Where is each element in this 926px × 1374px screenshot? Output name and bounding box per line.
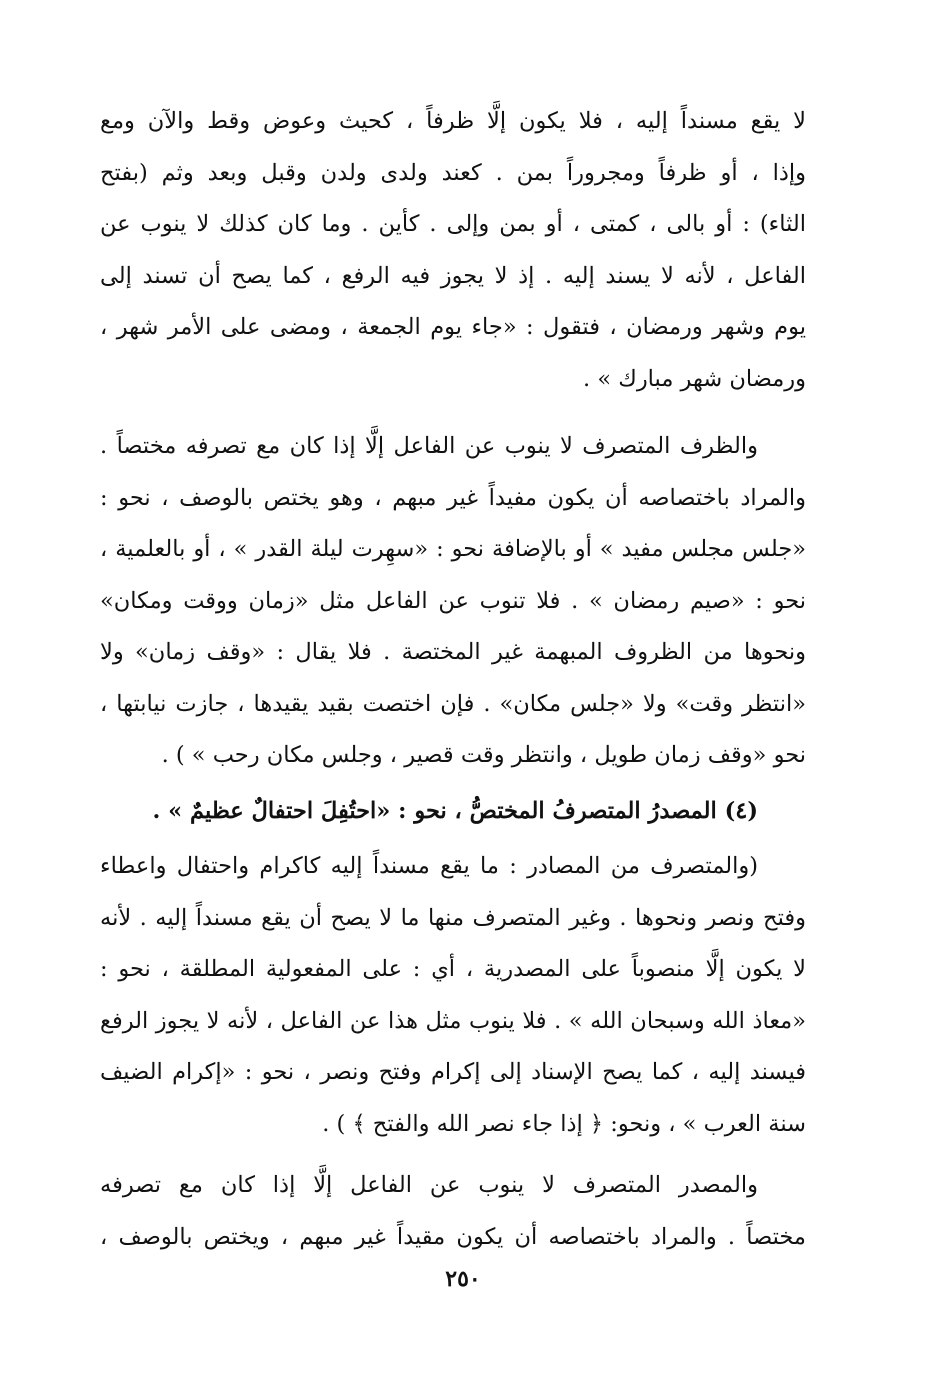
text-line: وفتح ونصر ونحوها . وغير المتصرف منها ما لا يصح أن يقع مسنداً إليه . لأنه xyxy=(100,904,806,931)
text-line: مختصاً . والمراد باختصاصه أن يكون مقيداً غير مبهم ، ويختص بالوصف ، xyxy=(100,1223,806,1250)
text-line: «معاذ الله وسبحان الله » . فلا ينوب مثل هذا عن الفاعل ، لأنه لا يجوز الرفع xyxy=(100,1007,806,1034)
text-line: والمصدر المتصرف لا ينوب عن الفاعل إلَّا إذا كان مع تصرفه xyxy=(100,1172,758,1198)
text-line: لا يقع مسنداً إليه ، فلا يكون إلَّا ظرفاً ، كحيث وعوض وقط والآن ومع xyxy=(100,108,806,134)
paragraph-3 xyxy=(100,841,806,1150)
paragraph-gap xyxy=(100,405,806,421)
text-line: لا يكون إلَّا منصوباً على المصدرية ، أي : على المفعولية المطلقة ، نحو : xyxy=(100,956,806,982)
text-line: (والمتصرف من المصادر : ما يقع مسنداً إليه كاكرام واحتفال واعطاء xyxy=(100,853,758,879)
text-line: سنة العرب » ، ونحو: ﴿ إذا جاء نصر الله والفتح ﴾ ) . xyxy=(322,1110,806,1137)
page-body xyxy=(100,96,806,1263)
section-heading xyxy=(100,786,806,838)
paragraph-1 xyxy=(100,96,806,405)
text-line: فيسند إليه ، كما يصح الإسناد إلى إكرام وفتح ونصر ، نحو : «إكرام الضيف xyxy=(100,1059,806,1085)
text-line: والظرف المتصرف لا ينوب عن الفاعل إلَّا إذا كان مع تصرفه مختصاً . xyxy=(100,433,758,459)
text-line: الثاء) : أو بالى ، كمتى ، أو بمن وإلى . كأين . وما كان كذلك لا ينوب عن xyxy=(100,211,806,237)
heading-line: (٤) المصدرُ المتصرفُ المختصُّ ، نحو : «احتُفِلَ احتفالٌ عظيمٌ » . xyxy=(152,797,758,824)
paragraph-4 xyxy=(100,1160,806,1263)
text-line: ونحوها من الظروف المبهمة غير المختصة . فلا يقال : «وقف زمان» ولا xyxy=(100,639,806,665)
text-line: والمراد باختصاصه أن يكون مفيداً غير مبهم ، وهو يختص بالوصف ، نحو : xyxy=(100,484,806,511)
text-line: «جلس مجلس مفيد » أو بالإضافة نحو : «سهِرت ليلة القدر » ، أو بالعلمية ، xyxy=(100,536,806,562)
text-line: ورمضان شهر مبارك » . xyxy=(583,365,806,392)
text-line: نحو : «صيم رمضان » . فلا تنوب عن الفاعل مثل «زمان ووقت ومكان» xyxy=(100,587,806,614)
text-line: وإذا ، أو ظرفاً ومجروراً بمن . كعند ولدى ولدن وقبل وبعد وثم (بفتح xyxy=(100,159,806,186)
text-line: يوم وشهر ورمضان ، فتقول : «جاء يوم الجمعة ، ومضى على الأمر شهر ، xyxy=(100,314,806,340)
text-line: نحو «وقف زمان طويل ، وانتظر وقت قصير ، وجلس مكان رحب » ) . xyxy=(161,742,806,768)
text-line: «انتظر وقت» ولا «جلس مكان» . فإن اختصت بقيد يقيدها ، جازت نيابتها ، xyxy=(100,690,806,717)
page-number: ٢٥٠ xyxy=(445,1266,481,1292)
text-line: الفاعل ، لأنه لا يسند إليه . إذ لا يجوز فيه الرفع ، كما يصح أن تسند إلى xyxy=(100,262,806,289)
paragraph-gap xyxy=(100,1150,806,1160)
paragraph-2 xyxy=(100,421,806,782)
